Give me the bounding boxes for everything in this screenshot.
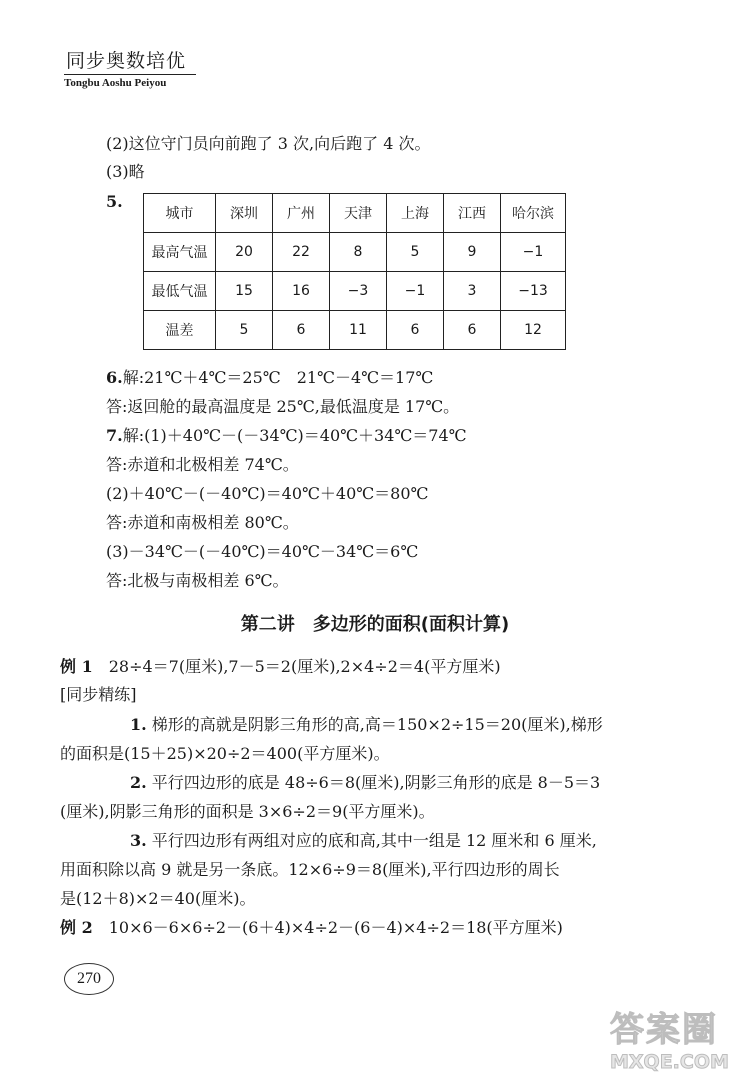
section-title: 第二讲 多边形的面积(面积计算) <box>240 614 510 635</box>
practice-line <box>130 713 603 737</box>
watermark-logo-text: 答案圈 <box>610 1010 718 1050</box>
practice-line: 是(12＋8)×2＝40(厘米)。 <box>60 889 256 908</box>
table-header-cell: 天津 <box>330 194 387 233</box>
table-cell: 16 <box>273 272 330 311</box>
table-header-cell: 广州 <box>273 194 330 233</box>
example-2 <box>60 916 563 940</box>
table-cell: 22 <box>273 233 330 272</box>
header-title: 同步奥数培优 <box>66 50 187 72</box>
table-row <box>144 311 566 350</box>
practice-line <box>130 829 597 853</box>
answer-line: 答:赤道和北极相差 74℃。 <box>106 455 299 474</box>
table-row <box>144 272 566 311</box>
answer-text: 解:(1)＋40℃－(－34℃)＝40℃＋34℃＝74℃ <box>122 426 467 445</box>
page-number: 270 <box>64 963 114 995</box>
table-header-row <box>144 194 566 233</box>
table-row <box>144 233 566 272</box>
table-header-cell: 深圳 <box>216 194 273 233</box>
table-cell: −13 <box>501 272 566 311</box>
answer-line: 答:返回舱的最高温度是 25℃,最低温度是 17℃。 <box>106 397 460 416</box>
table-header-cell: 哈尔滨 <box>501 194 566 233</box>
table-cell: 6 <box>444 311 501 350</box>
answer-line: 答:赤道和南极相差 80℃。 <box>106 513 299 532</box>
table-cell: 8 <box>330 233 387 272</box>
table-cell: 5 <box>216 311 273 350</box>
practice-text: 平行四边形的底是 48÷6＝8(厘米),阴影三角形的底是 8－5＝3 <box>151 773 601 792</box>
table-cell: 3 <box>444 272 501 311</box>
answer-line: (3)略 <box>106 162 145 181</box>
question-number: 5. <box>106 192 123 211</box>
example-label: 例 1 <box>60 657 93 676</box>
table-cell: −1 <box>501 233 566 272</box>
example-text: 10×6－6×6÷2－(6＋4)×4÷2－(6－4)×4÷2＝18(平方厘米) <box>108 918 563 937</box>
table-cell: 温差 <box>144 311 216 350</box>
practice-number: 1. <box>130 715 147 734</box>
table-cell: 6 <box>387 311 444 350</box>
answer-text: 解:21℃＋4℃＝25℃ 21℃－4℃＝17℃ <box>122 368 434 387</box>
question-number: 6. <box>106 368 123 387</box>
table-header-cell: 上海 <box>387 194 444 233</box>
answer-line: (2)＋40℃－(－40℃)＝40℃＋40℃＝80℃ <box>106 484 429 503</box>
practice-label: [同步精练] <box>60 685 137 704</box>
header-subtitle: Tongbu Aoshu Peiyou <box>64 77 167 89</box>
practice-number: 3. <box>130 831 147 850</box>
header-rule <box>64 74 196 75</box>
table-cell: 6 <box>273 311 330 350</box>
table-header-cell: 江西 <box>444 194 501 233</box>
table-cell: −3 <box>330 272 387 311</box>
practice-line: 用面积除以高 9 就是另一条底。12×6÷9＝8(厘米),平行四边形的周长 <box>60 860 560 879</box>
table-header-cell: 城市 <box>144 194 216 233</box>
table-cell: 12 <box>501 311 566 350</box>
practice-line <box>130 771 600 795</box>
temperature-table <box>143 193 566 350</box>
answer-line <box>106 366 433 390</box>
answer-line: 答:北极与南极相差 6℃。 <box>106 571 289 590</box>
practice-text: 梯形的高就是阴影三角形的高,高＝150×2÷15＝20(厘米),梯形 <box>151 715 603 734</box>
table-cell: 最高气温 <box>144 233 216 272</box>
answer-line <box>106 424 467 448</box>
table-cell: 5 <box>387 233 444 272</box>
table-cell: 9 <box>444 233 501 272</box>
practice-text: 平行四边形有两组对应的底和高,其中一组是 12 厘米和 6 厘米, <box>151 831 597 850</box>
watermark <box>610 1002 738 1073</box>
watermark-url: MXQE.COM <box>610 1051 729 1073</box>
table-cell: 最低气温 <box>144 272 216 311</box>
table-cell: 11 <box>330 311 387 350</box>
practice-line: (厘米),阴影三角形的面积是 3×6÷2＝9(平方厘米)。 <box>60 802 435 821</box>
practice-number: 2. <box>130 773 147 792</box>
question-number: 7. <box>106 426 123 445</box>
example-text: 28÷4＝7(厘米),7－5＝2(厘米),2×4÷2＝4(平方厘米) <box>108 657 501 676</box>
answer-line: (2)这位守门员向前跑了 3 次,向后跑了 4 次。 <box>106 134 431 153</box>
table-cell: −1 <box>387 272 444 311</box>
table-cell: 15 <box>216 272 273 311</box>
example-1 <box>60 655 501 679</box>
practice-line: 的面积是(15＋25)×20÷2＝400(平方厘米)。 <box>60 744 390 763</box>
example-label: 例 2 <box>60 918 93 937</box>
answer-line: (3)－34℃－(－40℃)＝40℃－34℃＝6℃ <box>106 542 419 561</box>
table-cell: 20 <box>216 233 273 272</box>
